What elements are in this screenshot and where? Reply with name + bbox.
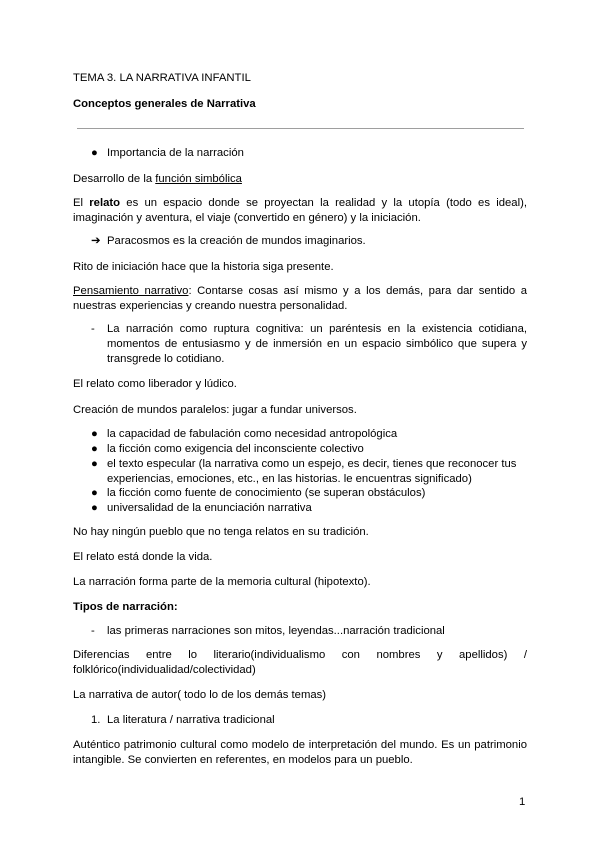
relato-pre: El — [73, 197, 90, 209]
dash-icon: - — [91, 625, 95, 637]
autor: La narrativa de autor( todo lo de los demás temas) — [73, 689, 327, 701]
page-number: 1 — [519, 796, 526, 808]
relato-rest: es un espacio donde se proyectan la realidad y la utopía (todo es ideal), imaginación y aventura, el viaje (convertido en género) y la iniciación. — [73, 197, 527, 224]
number-marker: 1. — [91, 714, 101, 726]
bullet-icon: ● — [91, 147, 98, 159]
list-item: la capacidad de fabulación como necesidad antropológica — [107, 428, 398, 440]
relato-vida: El relato está donde la vida. — [73, 551, 213, 563]
pensamiento-paragraph — [73, 284, 527, 314]
doc-subtitle: Conceptos generales de Narrativa — [73, 98, 256, 110]
bullet-importancia: Importancia de la narración — [107, 147, 244, 159]
autentico-paragraph: Auténtico patrimonio cultural como modelo de interpretación del mundo. Es un patrimonio intangible. Se convierten en referentes, en modelos para un pueblo. — [73, 739, 527, 766]
tipos-heading: Tipos de narración: — [73, 601, 178, 613]
bullet-icon: ● — [91, 428, 98, 440]
rito: Rito de iniciación hace que la historia siga presente. — [73, 261, 334, 273]
list-item: el texto especular (la narrativa como un espejo, es decir, tienes que reconocer tus experiencias, emociones, etc., en las historias. le encuentras significado) — [107, 458, 517, 485]
numbered-item: La literatura / narrativa tradicional — [107, 714, 275, 726]
desarrollo-line — [73, 172, 242, 186]
list-item: la ficción como fuente de conocimiento (se superan obstáculos) — [107, 487, 426, 499]
ruptura-paragraph: La narración como ruptura cognitiva: un paréntesis en la existencia cotidiana, momentos de entusiasmo y de inmersión en un espacio simbólico que supera y transgrede lo cotidiano. — [107, 323, 527, 365]
horizontal-rule — [77, 128, 524, 129]
primeras: las primeras narraciones son mitos, leyendas...narración tradicional — [107, 625, 445, 637]
no-hay: No hay ningún pueblo que no tenga relatos en su tradición. — [73, 526, 369, 538]
diferencias-paragraph: Diferencias entre lo literario(individualismo con nombres y apellidos) / folklórico(individualidad/colectividad) — [73, 649, 527, 676]
pensamiento-rest: : Contarse cosas así mismo y a los demás, para dar sentido a nuestras experiencias y creando nuestra personalidad. — [73, 285, 527, 312]
liberador: El relato como liberador y lúdico. — [73, 378, 237, 390]
relato-bold: relato — [89, 197, 121, 209]
bullet-icon: ● — [91, 443, 98, 455]
list-item: universalidad de la enunciación narrativa — [107, 502, 312, 514]
list-item: la ficción como exigencia del inconsciente colectivo — [107, 443, 364, 455]
dash-icon: - — [91, 323, 95, 335]
doc-title: TEMA 3. LA NARRATIVA INFANTIL — [73, 72, 251, 84]
desarrollo-prefix: Desarrollo de la — [73, 173, 156, 185]
paracosmos: Paracosmos es la creación de mundos imaginarios. — [107, 235, 366, 247]
bullet-icon: ● — [91, 458, 98, 470]
desarrollo-underlined: función simbólica — [155, 173, 242, 185]
bullet-icon: ● — [91, 487, 98, 499]
pensamiento-label: Pensamiento narrativo — [73, 285, 189, 297]
bullet-icon: ● — [91, 502, 98, 514]
memoria: La narración forma parte de la memoria cultural (hipotexto). — [73, 576, 371, 588]
arrow-icon: ➔ — [91, 235, 101, 247]
creacion: Creación de mundos paralelos: jugar a fundar universos. — [73, 404, 357, 416]
relato-paragraph — [73, 196, 527, 226]
